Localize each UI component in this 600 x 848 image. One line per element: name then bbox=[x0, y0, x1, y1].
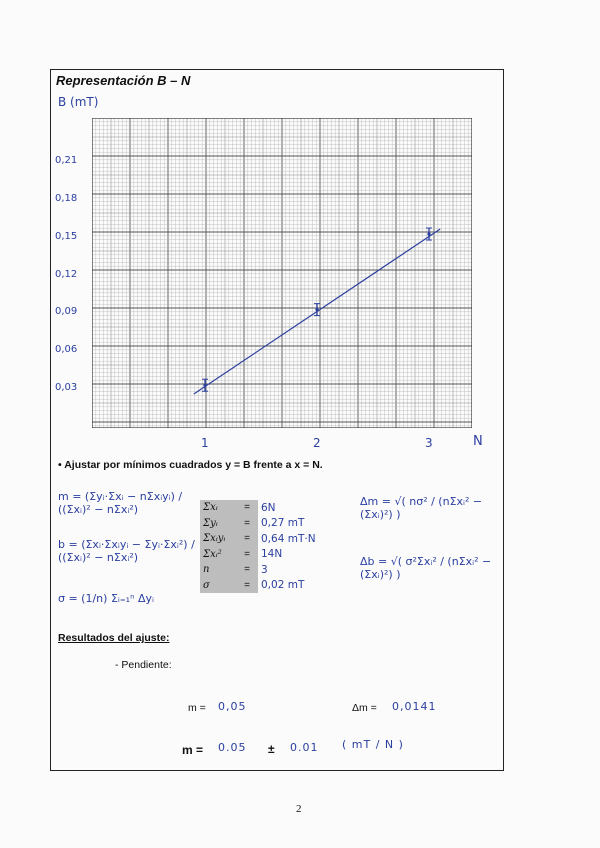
data-point bbox=[315, 308, 318, 311]
intercept-error-formula: Δb = √( σ²Σxᵢ² / (nΣxᵢ² − (Σxᵢ)²) ) bbox=[360, 555, 492, 581]
equals-sign: = bbox=[236, 547, 258, 563]
x-tick-label: 2 bbox=[313, 436, 321, 450]
sum-key: Σxᵢ² bbox=[200, 547, 236, 563]
sums-table bbox=[200, 500, 334, 593]
plot-marks bbox=[194, 228, 440, 394]
equals-sign: = bbox=[236, 500, 258, 516]
sigma-formula: σ = (1/n) Σᵢ₌₁ⁿ Δyᵢ bbox=[58, 592, 154, 605]
x-tick-label: 3 bbox=[425, 436, 433, 450]
dm-value: 0,0141 bbox=[392, 700, 437, 713]
sum-value: 0,27 mT bbox=[261, 517, 305, 530]
sum-key: n bbox=[200, 562, 236, 578]
equals-sign: = bbox=[236, 516, 258, 532]
fit-instruction-text: Ajustar por mínimos cuadrados y = B frente a x = N. bbox=[64, 459, 323, 471]
sum-key: Σyᵢ bbox=[200, 516, 236, 532]
slope-label: - Pendiente: bbox=[115, 659, 172, 671]
y-tick-label: 0,15 bbox=[55, 230, 78, 242]
m-value: 0,05 bbox=[218, 700, 247, 713]
equals-sign: = bbox=[236, 578, 258, 594]
fit-instruction: • Ajustar por mínimos cuadrados y = B frente a x = N. bbox=[58, 459, 323, 471]
sum-value: 3 bbox=[261, 563, 268, 576]
final-unit: ( mT / N ) bbox=[342, 738, 404, 751]
sum-row bbox=[200, 547, 334, 563]
sum-row bbox=[200, 500, 334, 516]
m-label: m = bbox=[188, 702, 206, 714]
equals-sign: = bbox=[236, 562, 258, 578]
y-tick-label: 0,12 bbox=[55, 268, 78, 280]
sum-row bbox=[200, 578, 334, 594]
slope-error-formula: Δm = √( nσ² / (nΣxᵢ² − (Σxᵢ)²) ) bbox=[360, 495, 483, 521]
final-m-label: m = bbox=[182, 743, 204, 757]
final-m-value: 0.05 bbox=[218, 741, 247, 754]
data-point bbox=[427, 232, 430, 235]
y-tick-label: 0,03 bbox=[55, 382, 78, 393]
y-axis-label: B (mT) bbox=[58, 95, 99, 109]
x-tick-label: 1 bbox=[201, 436, 209, 450]
data-point bbox=[203, 384, 206, 387]
sum-row bbox=[200, 516, 334, 532]
y-tick-label: 0,09 bbox=[55, 306, 78, 318]
sum-row bbox=[200, 562, 334, 578]
final-error-value: 0.01 bbox=[290, 741, 319, 754]
sum-value: 0,02 mT bbox=[261, 579, 305, 592]
sum-value: 0,64 mT·N bbox=[261, 532, 316, 545]
sum-value: 6N bbox=[261, 501, 276, 514]
dm-label: Δm = bbox=[352, 702, 377, 714]
sum-row bbox=[200, 531, 334, 547]
slope-formula: m = (Σyᵢ·Σxᵢ − nΣxᵢyᵢ) / ((Σxᵢ)² − nΣxᵢ²) bbox=[58, 490, 183, 516]
sum-key: Σxᵢyᵢ bbox=[200, 531, 236, 547]
y-tick-label: 0,18 bbox=[55, 193, 78, 204]
equals-sign: = bbox=[236, 531, 258, 547]
y-tick-label: 0,21 bbox=[55, 155, 78, 167]
sum-value: 14N bbox=[261, 548, 283, 561]
y-tick-label: 0,06 bbox=[55, 344, 78, 356]
sum-key: Σxᵢ bbox=[200, 500, 236, 516]
page-title: Representación B – N bbox=[56, 73, 191, 88]
plus-minus: ± bbox=[268, 742, 275, 756]
results-heading: Resultados del ajuste: bbox=[58, 632, 170, 644]
x-axis-label: N bbox=[473, 434, 483, 449]
sum-key: σ bbox=[200, 578, 236, 594]
graph-grid bbox=[92, 118, 472, 428]
page-number: 2 bbox=[296, 803, 302, 815]
graph-paper-plot bbox=[92, 118, 472, 428]
intercept-formula: b = (Σxᵢ·Σxᵢyᵢ − Σyᵢ·Σxᵢ²) / ((Σxᵢ)² − nΣxᵢ²) bbox=[58, 538, 195, 564]
